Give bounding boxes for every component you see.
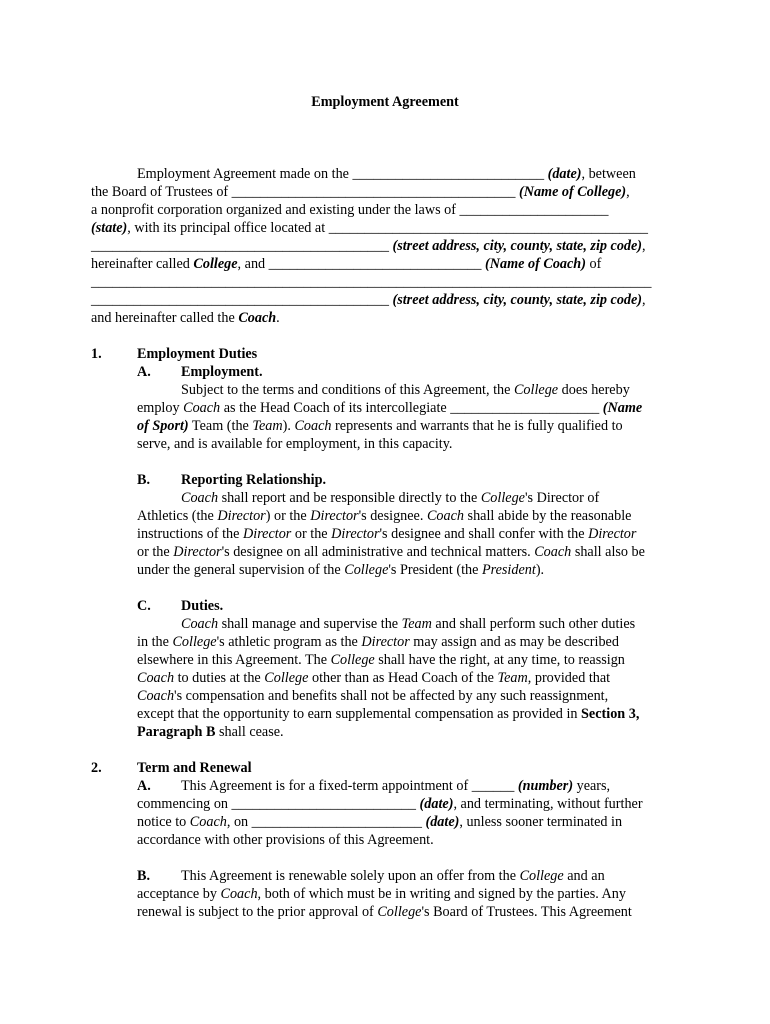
paragraph-line [137, 525, 636, 543]
subsection-label: A. [137, 364, 151, 380]
text: years, [573, 778, 611, 794]
paragraph-line [137, 813, 622, 831]
text: College [264, 670, 309, 686]
paragraph-line [181, 489, 599, 507]
text: Paragraph B [137, 724, 216, 740]
text: or the [137, 544, 174, 560]
text: Athletics (the [137, 508, 218, 524]
text: , on ________________________ [226, 814, 426, 830]
text: (date) [547, 166, 582, 182]
text: , and ______________________________ [237, 256, 486, 272]
text: , with its principal office located at _____________________________________________ [127, 220, 648, 236]
text: 's athletic program as the [216, 634, 362, 650]
paragraph-line [137, 669, 610, 687]
text: commencing on __________________________ [137, 796, 420, 812]
text: Team [401, 616, 432, 632]
intro-line-1 [137, 165, 636, 183]
text: 's compensation and benefits shall not be affected by any such reassignment, [174, 688, 609, 704]
text: __________________________________________ [91, 292, 393, 308]
section-number: 2. [91, 760, 102, 776]
text: This Agreement is renewable solely upon an offer from the [181, 868, 520, 884]
text: Coach [181, 490, 219, 506]
text: shall manage and supervise the [218, 616, 402, 632]
text: Coach [534, 544, 572, 560]
intro-line-3: a nonprofit corporation organized and existing under the laws of _____________________ [91, 202, 609, 218]
intro-line-9 [91, 309, 280, 327]
text: acceptance by [137, 886, 221, 902]
text: elsewhere in this Agreement. The [137, 652, 331, 668]
intro-line-7: _______________________________________________________________________________ [91, 274, 652, 290]
text: (street address, city, county, state, zip code) [392, 238, 643, 254]
text: , [642, 292, 646, 308]
text: renewal is subject to the prior approval of [137, 904, 378, 920]
text: Employment Agreement made on the ___________________________ [137, 166, 548, 182]
text: as the Head Coach of its intercollegiate _____________________ [220, 400, 603, 416]
text: College [480, 490, 525, 506]
paragraph-line [137, 885, 626, 903]
subsection-heading: Employment. [181, 364, 263, 380]
text: (number) [517, 778, 574, 794]
text: President [481, 562, 536, 578]
paragraph-line [181, 777, 610, 795]
text: 's designee and shall confer with the [379, 526, 589, 542]
paragraph-line [137, 417, 623, 435]
text: shall also be [571, 544, 645, 560]
text: Coach [137, 688, 175, 704]
text: Team [497, 670, 528, 686]
intro-line-2 [91, 183, 630, 201]
text: of Sport) [137, 418, 189, 434]
text: 's Director of [524, 490, 600, 506]
text: __________________________________________ [91, 238, 393, 254]
intro-line-6 [91, 255, 601, 273]
text: (Name of Coach) [485, 256, 586, 272]
text: instructions of the [137, 526, 243, 542]
text: Director [173, 544, 222, 560]
text: and hereinafter called the [91, 310, 239, 326]
section-heading: Employment Duties [137, 346, 258, 362]
text: , [642, 238, 646, 254]
paragraph-line [137, 795, 643, 813]
text: ) or the [265, 508, 311, 524]
text: Section 3, [581, 706, 640, 722]
text: Director [310, 508, 359, 524]
text: , unless sooner terminated in [459, 814, 623, 830]
paragraph-line [137, 705, 639, 723]
text: and an [563, 868, 605, 884]
text: (date) [419, 796, 454, 812]
text: College [330, 652, 375, 668]
text: ). [282, 418, 295, 434]
text: Director [588, 526, 637, 542]
paragraph-line [137, 543, 645, 561]
paragraph-line [137, 687, 608, 705]
text: , between [581, 166, 636, 182]
text: the Board of Trustees of ________________________________________ [91, 184, 519, 200]
paragraph-line [137, 651, 625, 669]
text: does hereby [558, 382, 630, 398]
page-title: Employment Agreement [311, 94, 459, 110]
text: 's Board of Trustees. This Agreement [421, 904, 632, 920]
text: shall report and be responsible directly to the [218, 490, 481, 506]
text: shall have the right, at any time, to reassign [374, 652, 625, 668]
paragraph-line [181, 867, 605, 885]
text: . [276, 310, 280, 326]
subsection-label: A. [137, 778, 151, 794]
intro-line-5 [91, 237, 646, 255]
text: , provided that [527, 670, 611, 686]
subsection-label: C. [137, 598, 151, 614]
text: Team [252, 418, 283, 434]
text: or the [291, 526, 332, 542]
paragraph-line: accordance with other provisions of this Agreement. [137, 832, 434, 848]
section-heading: Term and Renewal [137, 760, 252, 776]
text: Coach [189, 814, 227, 830]
text: Coach [238, 310, 277, 326]
text: (state) [91, 220, 128, 236]
text: shall abide by the reasonable [464, 508, 632, 524]
intro-line-8 [91, 291, 646, 309]
text: (street address, city, county, state, zip code) [392, 292, 643, 308]
text: 's President (the [388, 562, 482, 578]
subsection-heading: Reporting Relationship. [181, 472, 327, 488]
text: Coach [294, 418, 332, 434]
text: , both of which must be in writing and signed by the parties. Any [257, 886, 626, 902]
text: Director [243, 526, 292, 542]
text: Director [331, 526, 380, 542]
paragraph-line [137, 399, 642, 417]
text: 's designee on all administrative and technical matters. [221, 544, 535, 560]
text: Coach [426, 508, 464, 524]
text: This Agreement is for a fixed-term appointment of ______ [181, 778, 518, 794]
text: hereinafter called [91, 256, 194, 272]
paragraph-line [181, 615, 635, 633]
paragraph-line [137, 561, 544, 579]
text: College [344, 562, 389, 578]
text: Team (the [188, 418, 253, 434]
text: employ [137, 400, 184, 416]
text: College [519, 868, 564, 884]
text: , [626, 184, 630, 200]
paragraph-line [137, 633, 619, 651]
text: (Name [602, 400, 643, 416]
text: Subject to the terms and conditions of this Agreement, the [181, 382, 514, 398]
subsection-heading: Duties. [181, 598, 224, 614]
text: to duties at the [174, 670, 265, 686]
text: shall cease. [215, 724, 284, 740]
text: Coach [137, 670, 175, 686]
text: 's designee. [358, 508, 427, 524]
paragraph-line [181, 381, 630, 399]
text: and shall perform such other duties [431, 616, 636, 632]
text: Coach [181, 616, 219, 632]
text: College [193, 256, 238, 272]
text: Coach [220, 886, 258, 902]
text: Director [217, 508, 266, 524]
text: represents and warrants that he is fully qualified to [331, 418, 623, 434]
text: notice to [137, 814, 190, 830]
text: Coach [183, 400, 221, 416]
text: , and terminating, without further [453, 796, 643, 812]
text: in the [137, 634, 173, 650]
text: (Name of College) [518, 184, 627, 200]
paragraph-line [137, 903, 632, 921]
paragraph-line: serve, and is available for employment, in this capacity. [137, 436, 453, 452]
text: of [585, 256, 602, 272]
text: may assign and as may be described [409, 634, 619, 650]
text: under the general supervision of the [137, 562, 345, 578]
paragraph-line [137, 507, 631, 525]
intro-line-4 [91, 219, 648, 237]
text: ). [535, 562, 545, 578]
text: College [513, 382, 559, 398]
text: except that the opportunity to earn supplemental compensation as provided in [137, 706, 582, 722]
subsection-label: B. [137, 472, 151, 488]
text: other than as Head Coach of the [308, 670, 498, 686]
subsection-label: B. [137, 868, 151, 884]
paragraph-line [137, 723, 284, 741]
text: (date) [425, 814, 460, 830]
section-number: 1. [91, 346, 102, 362]
text: College [377, 904, 422, 920]
text: College [172, 634, 217, 650]
text: Director [361, 634, 410, 650]
